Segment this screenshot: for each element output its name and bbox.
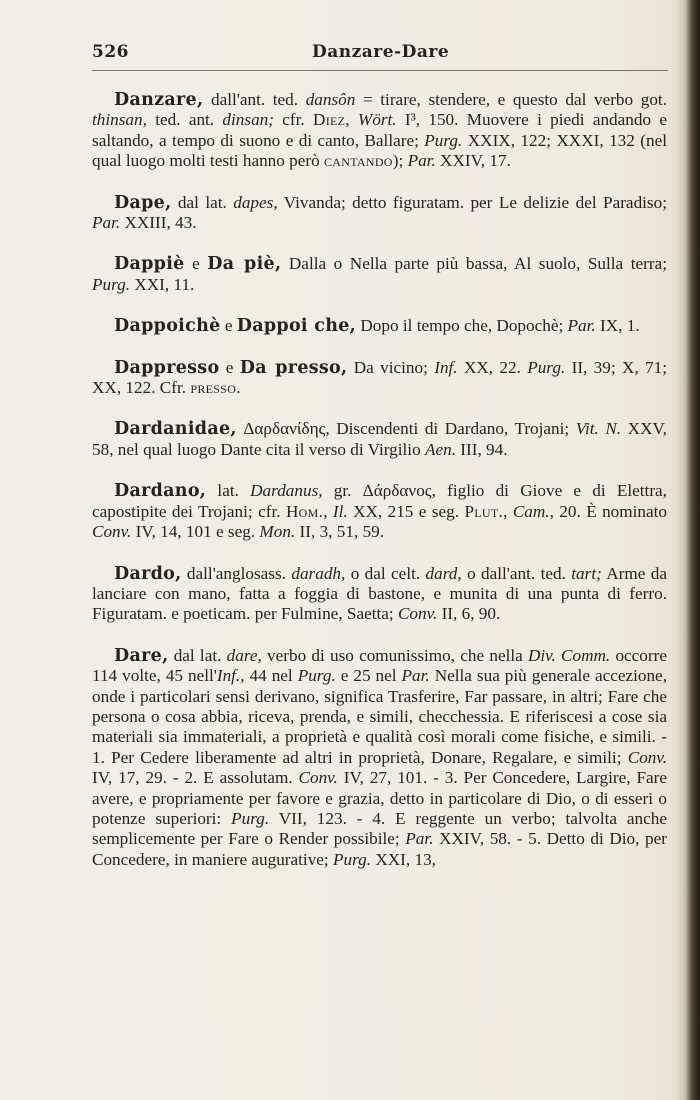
italic-text: tart;	[571, 563, 602, 583]
italic-text: Purg.	[333, 849, 372, 869]
entry-text: dall'anglosass.	[181, 563, 292, 583]
entry-text: e	[219, 357, 240, 377]
italic-text: Purg.	[424, 130, 463, 150]
entry-text: o dall'ant. ted.	[461, 563, 572, 583]
entry-text: e	[220, 316, 237, 336]
headword: Dardanidae,	[114, 419, 237, 440]
page-header	[92, 40, 668, 68]
entry-text: );	[392, 151, 408, 171]
italic-text: Dardanus,	[250, 481, 323, 501]
entry-text: e 25 nel	[335, 666, 402, 686]
entry-text: XXI, 13,	[371, 849, 436, 869]
italic-text: Inf.	[434, 357, 458, 377]
entry-text: I³, 150. Muovere i piedi andando e saltando, a tempo di suono e di canto, Ballare;	[92, 110, 667, 150]
book-spine-edge	[686, 0, 700, 1100]
italic-text: Purg.	[231, 808, 270, 828]
entry-dardanidae	[92, 419, 667, 460]
page-number: 526	[92, 42, 129, 62]
entry-text: Dopo il tempo che, Dopochè;	[356, 316, 568, 336]
entry-text: ,	[503, 501, 513, 521]
entry-text: XXIV, 58. - 5. Detto di Dio, per Concedere, in maniere augurative;	[92, 829, 667, 869]
headword: Dardo,	[114, 563, 182, 584]
entry-text: = tirare, stendere, e questo dal verbo got.	[355, 90, 667, 109]
entry-text: o dal celt.	[345, 563, 426, 583]
entry-dappoiche	[92, 316, 667, 336]
headword: Da presso,	[239, 357, 348, 378]
italic-text: Conv.	[397, 604, 438, 624]
headword: Dare,	[114, 645, 169, 666]
entry-text: gr. Δάρδανος, figlio di Giove e di Elettra, capostipite dei Trojani; cfr.	[92, 481, 667, 521]
entry-text: IV, 17, 29. - 2. E assolutam.	[92, 768, 299, 788]
entry-text: XX, 22.	[457, 357, 528, 377]
entry-text: II, 39; X, 71; XX, 122. Cfr.	[92, 357, 667, 398]
entry-text: 44 nel	[244, 666, 298, 686]
small-caps-text: cantando	[324, 151, 393, 171]
italic-text: dansôn	[305, 90, 356, 109]
entry-text: Vivanda; detto figuratam. per Le delizie del Paradiso;	[277, 192, 667, 212]
entry-text: verbo di uso comunissimo, che nella	[261, 645, 528, 665]
header-rule	[92, 70, 668, 71]
entry-text: IV, 27, 101. - 3. Per Concedere, Largire, Fare avere, e propriamente per favore e grazia, detto in particolare di Dio, o di esseri o potenze superiori:	[92, 768, 667, 828]
entry-text: IX, 1.	[595, 316, 640, 336]
entry-dappie	[92, 254, 667, 295]
headword: Da piè,	[207, 254, 282, 275]
italic-text: dinsan;	[222, 110, 274, 130]
italic-text: Wört.	[357, 110, 397, 130]
entry-text: ,	[345, 110, 358, 130]
italic-text: Par.	[567, 316, 596, 336]
entry-dape	[92, 193, 667, 234]
entry-text: Da vicino;	[347, 357, 435, 377]
entry-text: III, 94.	[456, 439, 508, 459]
headword: Dappresso	[114, 357, 220, 378]
entry-dappresso	[92, 358, 667, 399]
entry-text: Nella sua più generale accezione, onde i particolari sensi derivano, significa Trasferire, Far passare, in altri; Fare che persona o cosa abbia, riceva, prenda, e simili, checchessia. E riferiscesi a cose sia materiali sia immateriali, a proprietà e qualità così morali come fisiche, e simili. - 1. Per Cedere liberamente ad altri in proprietà, Donare, Regalare, e simili;	[92, 666, 667, 767]
entry-text: occorre 114 volte, 45 nell'	[92, 645, 667, 686]
entry-text: XXIV, 17.	[435, 151, 511, 171]
italic-text: dard,	[425, 563, 462, 583]
small-caps-text: presso	[190, 378, 237, 398]
italic-text: Cam.,	[512, 501, 554, 521]
headword: Danzare,	[114, 90, 204, 110]
entry-dardo	[92, 564, 667, 625]
italic-text: Conv.	[298, 768, 338, 788]
entry-text: XXV, 58, nel qual luogo Dante cita il verso di Virgilio	[92, 419, 667, 459]
headword: Dappoi che,	[236, 316, 357, 337]
entry-text: dall'ant. ted.	[203, 90, 306, 109]
italic-text: Mon.	[259, 522, 296, 542]
italic-text: Aen.	[424, 439, 456, 459]
italic-text: Inf.,	[216, 666, 245, 686]
running-head: Danzare-Dare	[312, 42, 450, 62]
italic-text: Il.	[332, 501, 348, 521]
entry-text: ,	[323, 501, 333, 521]
entry-text: cfr.	[273, 110, 314, 130]
entry-text: VII, 123. - 4. E reggente un verbo; talvolta anche semplicemente per Fare o Render possibile;	[92, 808, 667, 849]
entry-text: XXI, 11.	[130, 274, 195, 294]
entry-text: II, 6, 90.	[437, 604, 501, 624]
entry-text: XXIX, 122; XXXI, 132 (nel qual luogo molti testi hanno però	[92, 130, 667, 171]
entry-text: XXIII, 43.	[120, 213, 197, 233]
entry-text: ted. ant.	[146, 110, 223, 130]
entry-text: .	[236, 378, 241, 398]
italic-text: dapes,	[233, 192, 278, 212]
small-caps-text: Diez	[313, 110, 346, 130]
entry-text: e	[184, 254, 208, 274]
entry-text: 20. È nominato	[553, 501, 668, 521]
italic-text: Purg.	[92, 274, 131, 294]
italic-text: Div. Comm.	[527, 645, 611, 665]
entry-text: XX, 215 e seg.	[347, 501, 465, 521]
italic-text: Purg.	[297, 666, 336, 686]
entry-danzare	[92, 90, 667, 172]
dictionary-entries	[92, 90, 667, 891]
entry-dare	[92, 646, 667, 870]
italic-text: Par.	[407, 151, 436, 171]
italic-text: thinsan,	[92, 110, 147, 130]
entry-dardano	[92, 481, 667, 542]
italic-text: Vit. N.	[575, 419, 622, 439]
headword: Dape,	[114, 192, 172, 213]
small-caps-text: Plut.	[464, 501, 504, 521]
entry-text: Δαρδανίδης, Discendenti di Dardano, Trojani;	[236, 419, 576, 439]
entry-text: Arme da lanciare con mano, fatta a foggia di bastone, e munita di una punta di ferro. Figuratam. e poeticam. per Fulmine, Saetta;	[92, 563, 667, 624]
entry-text: Dalla o Nella parte più bassa, Al suolo, Sulla terra;	[281, 254, 667, 274]
italic-text: Par.	[405, 829, 434, 849]
italic-text: Purg.	[527, 357, 566, 377]
italic-text: Conv.	[92, 522, 132, 542]
entry-text: lat.	[206, 481, 251, 501]
italic-text: Par.	[401, 666, 430, 686]
italic-text: daradh,	[291, 563, 346, 583]
entry-text: dal lat.	[168, 645, 227, 665]
headword: Dappiè	[114, 254, 185, 275]
entry-text: II, 3, 51, 59.	[295, 522, 385, 542]
entry-text: IV, 14, 101 e seg.	[131, 522, 260, 542]
entry-text: dal lat.	[171, 192, 234, 212]
headword: Dardano,	[114, 481, 207, 502]
italic-text: dare,	[226, 645, 262, 665]
italic-text: Par.	[92, 213, 121, 233]
small-caps-text: Hom.	[285, 501, 324, 521]
headword: Dappoichè	[114, 316, 221, 337]
italic-text: Conv.	[627, 747, 667, 767]
gutter-shadow	[676, 0, 686, 1100]
